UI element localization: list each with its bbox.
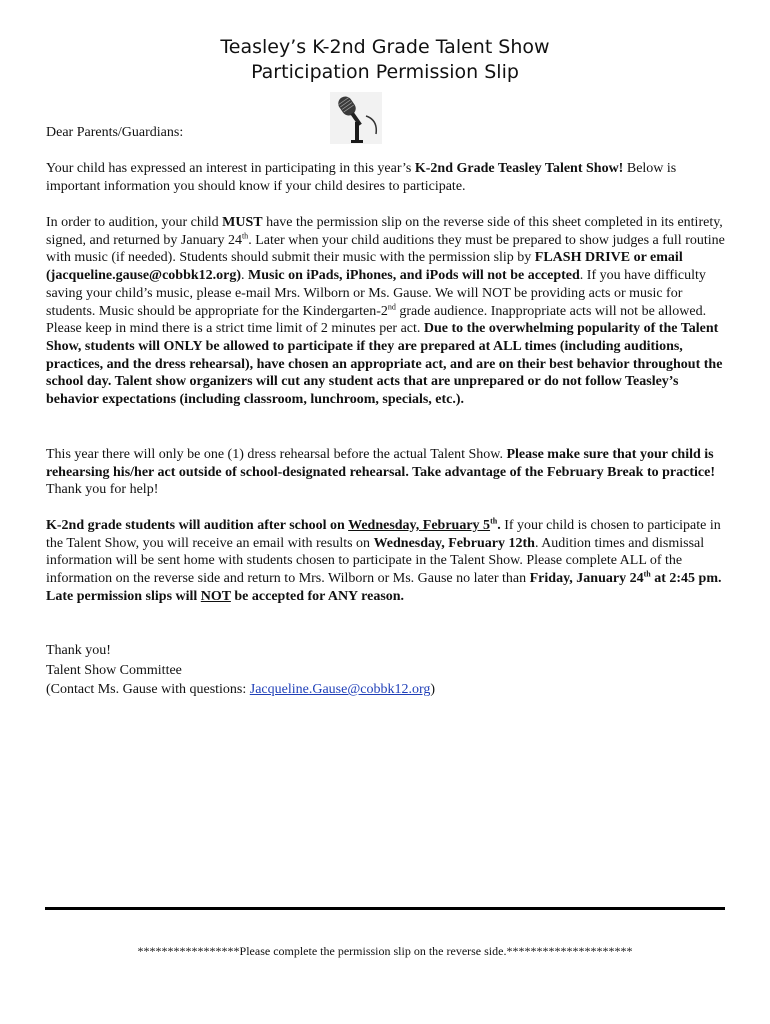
- paragraph-audition-dates: K-2nd grade students will audition after school on Wednesday, February 5th. If your child is chosen to participate in the Talent Show, you will receive an email with results on Wednesday, February 12th. Audition times and dismissal information will be sent home with students chosen to participate in the Talent Show. Please complete ALL of the information on the reverse side and return to Mrs. Wilborn or Ms. Gause no later than Friday, January 24th at 2:45 pm. Late permission slips will NOT be accepted for ANY reason.: [46, 516, 722, 604]
- title-line-2: Participation Permission Slip: [251, 61, 519, 83]
- paragraph-intro: Your child has expressed an interest in participating in this year’s K-2nd Grade Teasley Talent Show! Below is important information you should know if your child desires to participate.: [46, 161, 677, 194]
- committee-name: Talent Show Committee: [46, 662, 182, 678]
- footer-note: *****************Please complete the permission slip on the reverse side.*********************: [137, 944, 633, 958]
- contact-email-link[interactable]: Jacqueline.Gause@cobbk12.org: [249, 682, 431, 697]
- thank-you-text: Thank you!: [46, 643, 111, 658]
- salutation: Dear Parents/Guardians:: [46, 125, 184, 140]
- signoff: [46, 641, 435, 700]
- divider-line: [45, 907, 725, 910]
- contact-line: (Contact Ms. Gause with questions: Jacqueline.Gause@cobbk12.org): [46, 682, 436, 697]
- paragraph-audition-rules: In order to audition, your child MUST have the permission slip on the reverse side of this sheet completed in its entirety, signed, and returned by January 24th. Later when your child auditions they must be prepared to show judges a full routine with music (if needed). Students should submit their music with the permission slip by FLASH DRIVE or email (jacqueline.gause@cobbk12.org). Music on iPads, iPhones, and iPods will not be accepted. If you have difficulty saving your child’s music, please e-mail Mrs. Wilborn or Ms. Gause. We will NOT be providing acts or music for students. Music should be appropriate for the Kindergarten-2nd grade audience. Inappropriate acts will not be allowed. Please keep in mind there is a strict time limit of 2 minutes per act. Due to the overwhelming popularity of the Talent Show, students will ONLY be allowed to participate if they are prepared at ALL times (including auditions, practices, and the dress rehearsal), have chosen an appropriate act, and are on their best behavior throughout the school day. Talent show organizers will cut any student acts that are unprepared or do not follow Teasley’s behavior expectations (including classroom, lunchroom, specials, etc.).: [46, 215, 725, 408]
- title-line-1: Teasley’s K-2nd Grade Talent Show: [220, 36, 550, 58]
- paragraph-dress-rehearsal: This year there will only be one (1) dress rehearsal before the actual Talent Show. Please make sure that your child is rehearsing his/her act outside of school-designated rehearsal. Take advantage of the February Break to practice! Thank you for help!: [46, 447, 715, 498]
- microphone-icon: [330, 92, 382, 144]
